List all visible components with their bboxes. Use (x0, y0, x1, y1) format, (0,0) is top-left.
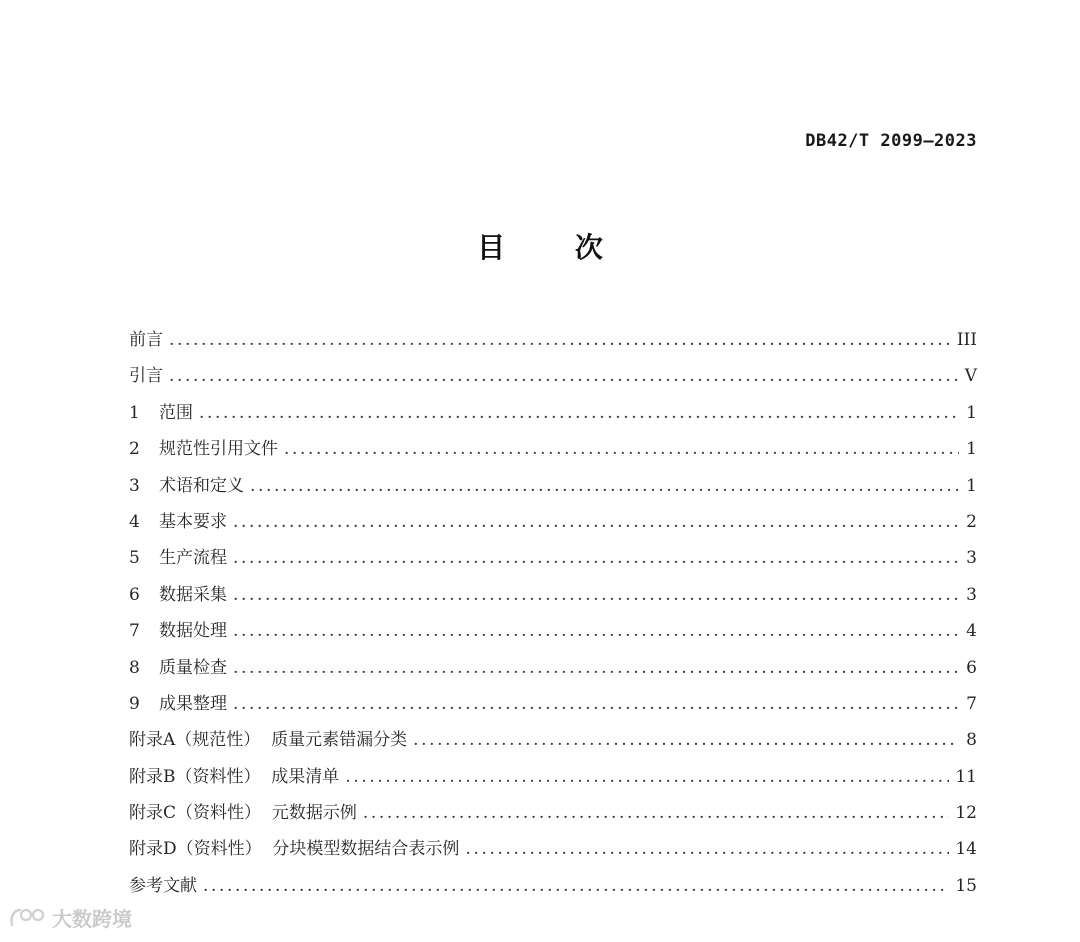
toc-entry[interactable] (129, 613, 977, 649)
toc-entry-number: 5 (129, 548, 140, 569)
toc-entry[interactable] (129, 395, 977, 431)
toc-entry-title: 数据采集 (159, 584, 227, 605)
toc-dot-leader (233, 504, 959, 540)
toc-entry[interactable] (129, 759, 977, 795)
toc-entry-title: 附录C（资料性） 元数据示例 (129, 803, 357, 824)
toc-dot-leader (233, 650, 959, 686)
toc-entry-number: 7 (129, 621, 140, 642)
toc-entry-title: 附录A（规范性） 质量元素错漏分类 (129, 730, 408, 751)
toc-entry-page: 8 (966, 730, 977, 751)
toc-entry-title: 术语和定义 (159, 475, 244, 496)
toc-dot-leader (233, 613, 959, 649)
toc-entry[interactable] (129, 686, 977, 722)
toc-dot-leader (233, 540, 959, 576)
toc-entry[interactable] (129, 540, 977, 576)
toc-entry-page: 4 (966, 621, 977, 642)
toc-entry-page: 6 (966, 657, 977, 678)
toc-entry-title: 引言 (129, 366, 163, 387)
toc-dot-leader (284, 431, 959, 467)
toc-dot-leader (345, 759, 949, 795)
toc-entry-title: 规范性引用文件 (159, 439, 278, 460)
toc-entry[interactable] (129, 358, 977, 394)
toc-entry[interactable] (129, 468, 977, 504)
toc-entry[interactable] (129, 431, 977, 467)
toc-entry-page: 14 (955, 839, 977, 860)
toc-dot-leader (169, 322, 951, 358)
toc-entry-number: 6 (129, 584, 140, 605)
toc-entry-page: 2 (966, 511, 977, 532)
toc-entry[interactable] (129, 504, 977, 540)
toc-entry-page: 1 (966, 475, 977, 496)
toc-entry-page: 1 (966, 402, 977, 423)
toc-dot-leader (203, 868, 949, 904)
toc-dot-leader (199, 395, 959, 431)
toc-entry-page: III (956, 330, 977, 350)
toc-entry[interactable] (129, 795, 977, 831)
toc-entry-page: V (964, 366, 977, 387)
toc-entry-page: 15 (955, 875, 977, 896)
toc-entry-number: 8 (129, 657, 140, 678)
toc-entry[interactable] (129, 577, 977, 613)
toc-entry-number: 2 (129, 439, 140, 460)
toc-entry-title: 质量检查 (159, 657, 227, 678)
toc-entry-title: 附录B（资料性） 成果清单 (129, 766, 340, 787)
toc-entry-title: 基本要求 (159, 511, 227, 532)
toc-entry-page: 7 (966, 693, 977, 714)
toc-entry-number: 1 (129, 402, 140, 423)
toc-entry-page: 1 (966, 439, 977, 460)
toc-entry-number: 4 (129, 511, 140, 532)
toc-dot-leader (169, 358, 959, 394)
toc-entry[interactable] (129, 650, 977, 686)
toc-entry-page: 11 (955, 766, 977, 787)
toc-entry-title: 生产流程 (159, 548, 227, 569)
toc-entry-number: 9 (129, 693, 140, 714)
toc-list (129, 322, 977, 904)
toc-entry-page: 12 (955, 803, 977, 824)
toc-dot-leader (233, 577, 959, 613)
toc-entry[interactable] (129, 722, 977, 758)
toc-entry[interactable] (129, 322, 977, 358)
toc-entry-title: 范围 (159, 402, 193, 423)
toc-entry-title: 数据处理 (159, 621, 227, 642)
toc-title: 目 次 (477, 231, 633, 264)
toc-entry-page: 3 (966, 584, 977, 605)
toc-entry-number: 3 (129, 475, 140, 496)
toc-dot-leader (233, 686, 959, 722)
toc-entry[interactable] (129, 831, 977, 867)
toc-dot-leader (465, 831, 949, 867)
toc-dot-leader (250, 468, 959, 504)
toc-entry-title: 参考文献 (129, 875, 197, 896)
toc-entry-title: 前言 (129, 330, 163, 350)
standard-code: DB42/T 2099—2023 (805, 131, 977, 151)
logo-icon (8, 907, 48, 929)
watermark-text: 大数跨境 (52, 907, 132, 931)
toc-entry[interactable] (129, 868, 977, 904)
toc-entry-page: 3 (966, 548, 977, 569)
toc-dot-leader (413, 722, 959, 758)
watermark (8, 903, 132, 932)
toc-entry-title: 成果整理 (159, 693, 227, 714)
toc-entry-title: 附录D（资料性） 分块模型数据结合表示例 (129, 839, 460, 860)
toc-dot-leader (363, 795, 950, 831)
